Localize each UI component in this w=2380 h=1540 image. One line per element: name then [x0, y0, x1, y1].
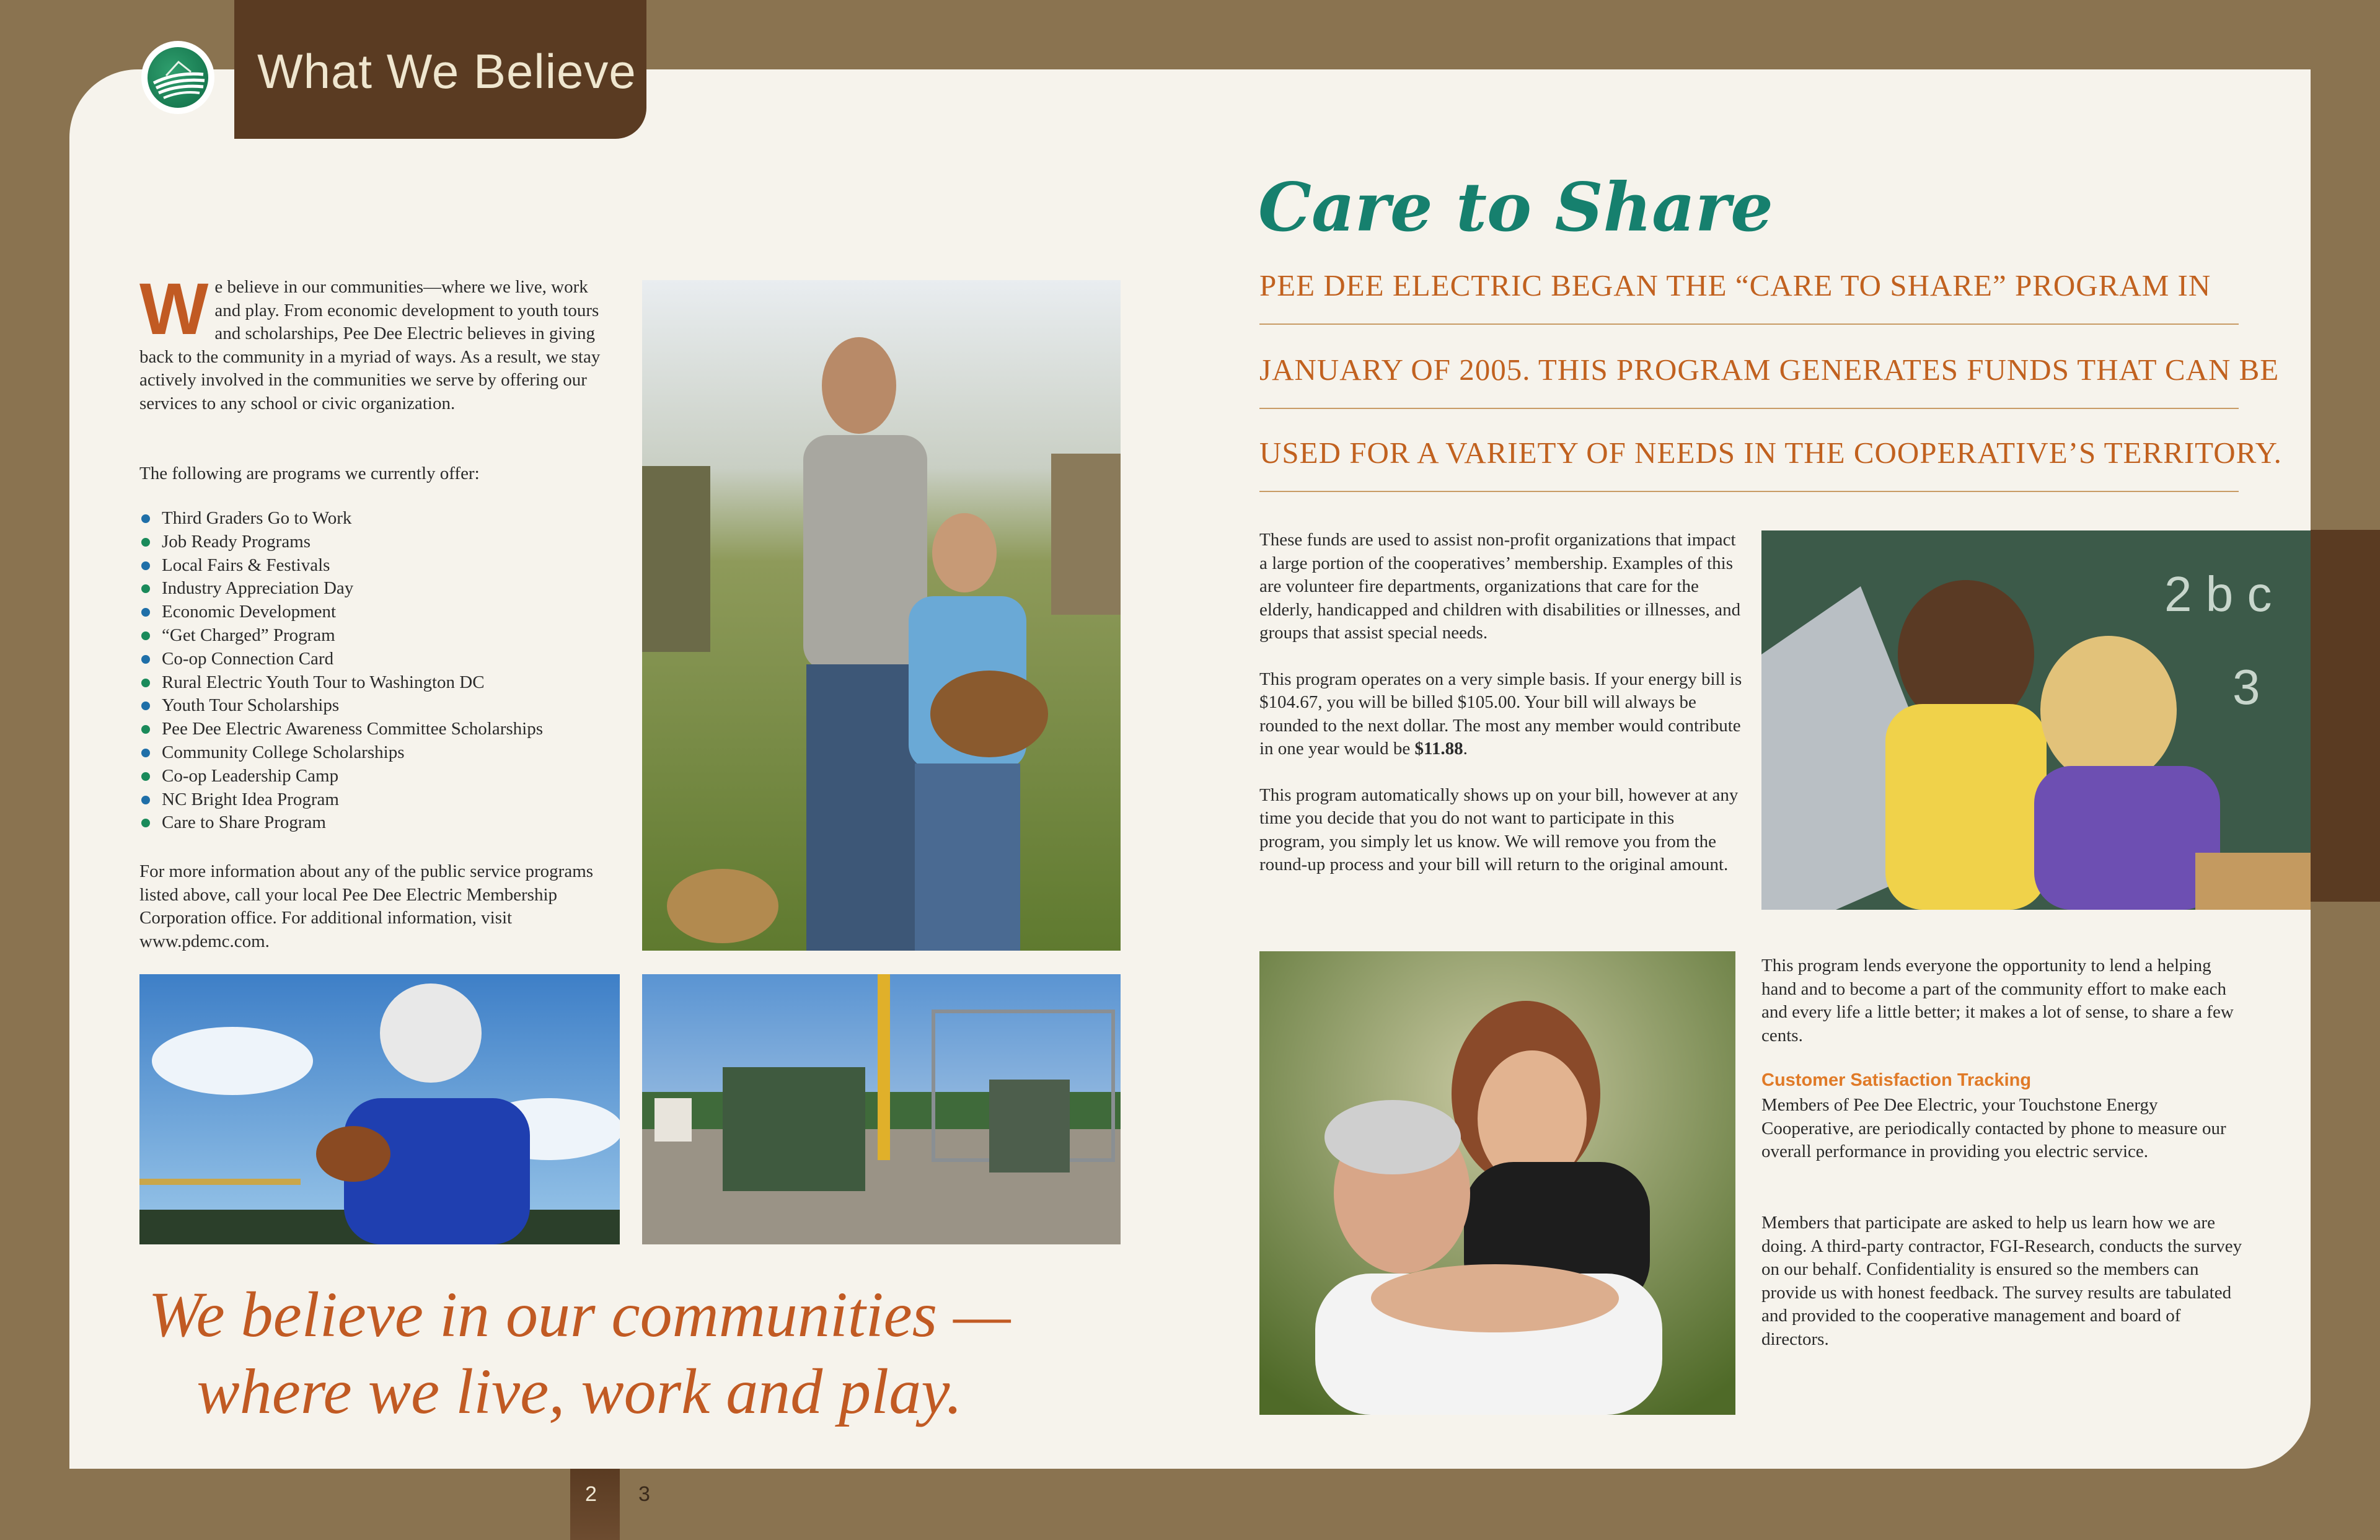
photo-substation-crew	[642, 974, 1121, 1244]
program-list-item	[139, 554, 543, 578]
bullet-dot-icon	[141, 702, 150, 710]
program-list-item	[139, 507, 543, 530]
svg-text:2 b c: 2 b c	[2164, 566, 2272, 622]
program-name: Care to Share Program	[162, 812, 326, 833]
care-to-share-body	[1259, 529, 1743, 900]
program-list-item	[139, 648, 543, 671]
side-tab	[2311, 530, 2380, 902]
body-paragraph-2-end: .	[1463, 739, 1468, 759]
intro-paragraph	[139, 268, 617, 415]
program-name: Pee Dee Electric Awareness Committee Scholarships	[162, 719, 544, 739]
program-list-item	[139, 530, 543, 554]
pull-quote: We believe in our communities — where we live, work and play.	[148, 1279, 1011, 1427]
body-paragraph-3: This program automatically shows up on your bill, however at any time you decide that you do not want to participate in this program, you simply let us know. We will remove you from the round-up process and your bill will return to the original amount.	[1259, 785, 1739, 874]
program-name: Industry Appreciation Day	[162, 578, 354, 599]
program-name: Job Ready Programs	[162, 531, 311, 552]
bullet-dot-icon	[141, 608, 150, 617]
program-name: NC Bright Idea Program	[162, 789, 339, 809]
program-list-item	[139, 624, 543, 648]
page-number-left: 2	[585, 1482, 597, 1506]
section-title: What We Believe	[257, 44, 637, 99]
body-paragraph-2-text: This program operates on a very simple basis. If your energy bill is $104.67, you will be billed $105.00. Your bill will always be rounded to the next dollar. The most any member would contribute in one year would be	[1259, 669, 1742, 759]
programs-lead: The following are programs we currently offer:	[139, 464, 480, 483]
bullet-dot-icon	[141, 772, 150, 781]
photo-couple	[1259, 951, 1735, 1415]
lend-hand-paragraph: This program lends everyone the opportunity to lend a helping hand and to become a part of the community effort to make each and every life a little better; it makes a lot of sense, to share a few cents.	[1761, 956, 2234, 1045]
customer-satisfaction-paragraph-1: Members of Pee Dee Electric, your Touchstone Energy Cooperative, are periodically contacted by phone to measure our overall performance in providing you electric service.	[1761, 1095, 2226, 1161]
more-info-text: For more information about any of the public service programs listed above, call your local Pee Dee Electric Membership Corporation office. For additional information, visit www.pdemc.com.	[139, 861, 594, 951]
svg-text:3: 3	[2232, 659, 2260, 715]
customer-satisfaction-heading: Customer Satisfaction Tracking	[1761, 1070, 2032, 1090]
program-name: Economic Development	[162, 602, 337, 622]
program-list-item	[139, 601, 543, 624]
program-name: Local Fairs & Festivals	[162, 555, 330, 575]
bullet-dot-icon	[141, 538, 150, 547]
bullet-dot-icon	[141, 514, 150, 523]
photo-football-player	[139, 974, 620, 1244]
customer-satisfaction-paragraph-2: Members that participate are asked to help us learn how we are doing. A third-party contractor, FGI-Research, conducts the survey on our behalf. Confidentiality is ensured so the members can provide us with honest feedback. The survey results are tabulated and provided to the cooperative management and board of directors.	[1761, 1213, 2242, 1349]
intro-text: e believe in our communities—where we live, work and play. From economic development to youth tours and scholarships, Pee Dee Electric believes in giving back to the community in a myriad of ways. As a result, we stay actively involved in the communities we serve by offering our services to any school or civic organization.	[139, 277, 601, 413]
program-list-item	[139, 718, 543, 741]
program-list-item	[139, 741, 543, 765]
program-list-item	[139, 694, 543, 718]
bullet-dot-icon	[141, 584, 150, 593]
bullet-dot-icon	[141, 725, 150, 734]
program-name: “Get Charged” Program	[162, 625, 335, 645]
program-name: Co-op Leadership Camp	[162, 765, 339, 786]
bullet-dot-icon	[141, 749, 150, 757]
body-paragraph-1: These funds are used to assist non-profit organizations that impact a large portion of the cooperatives’ membership. Examples of this are volunteer fire departments, organizations that care for the elderly, handicapped and children with disabilities or illnesses, and groups that assist special needs.	[1259, 530, 1741, 643]
photo-girls-laptop	[1761, 530, 2311, 910]
program-name: Co-op Connection Card	[162, 648, 334, 669]
program-name: Community College Scholarships	[162, 742, 405, 762]
drop-cap: W	[139, 268, 209, 350]
touchstone-energy-logo-icon	[148, 47, 208, 108]
bullet-dot-icon	[141, 655, 150, 664]
program-list-item	[139, 811, 543, 835]
page-number-right: 3	[638, 1482, 650, 1506]
care-to-share-title: Care to Share	[1258, 169, 1773, 247]
bullet-dot-icon	[141, 819, 150, 827]
program-list-item	[139, 577, 543, 601]
bullet-dot-icon	[141, 561, 150, 570]
bullet-dot-icon	[141, 796, 150, 804]
program-list-item	[139, 671, 543, 695]
headline-line-2: JANUARY OF 2005. THIS PROGRAM GENERATES FUNDS THAT CAN BE	[1259, 352, 2239, 409]
program-list	[139, 507, 543, 835]
program-name: Rural Electric Youth Tour to Washington DC	[162, 672, 485, 692]
photo-father-son-chicken	[642, 280, 1121, 951]
max-contribution-amount: $11.88	[1414, 739, 1463, 759]
program-name: Third Graders Go to Work	[162, 508, 352, 528]
program-name: Youth Tour Scholarships	[162, 695, 340, 716]
headline-line-3: USED FOR A VARIETY OF NEEDS IN THE COOPERATIVE’S TERRITORY.	[1259, 435, 2239, 492]
bullet-dot-icon	[141, 631, 150, 640]
bullet-dot-icon	[141, 679, 150, 687]
program-list-item	[139, 765, 543, 788]
body-paragraph-2	[1259, 668, 1743, 761]
program-list-item	[139, 788, 543, 812]
headline-line-1: PEE DEE ELECTRIC BEGAN THE “CARE TO SHARE” PROGRAM IN	[1259, 268, 2239, 325]
